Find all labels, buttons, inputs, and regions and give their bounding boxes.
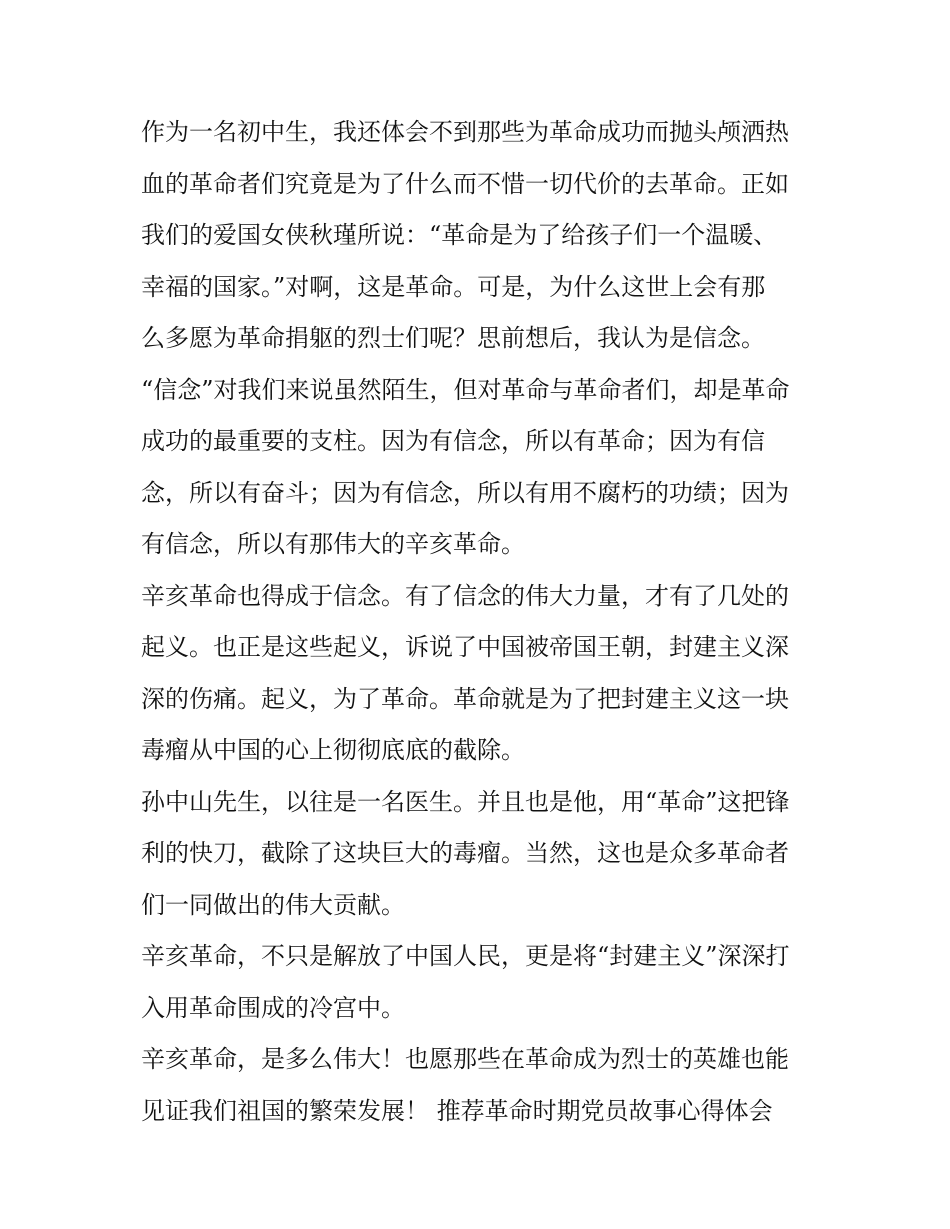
text-line: 幸福的国家。”对啊，这是革命。可是，为什么这世上会有那 (141, 272, 766, 301)
text-line: 血的革命者们究竟是为了什么而不惜一切代价的去革命。正如 (141, 169, 789, 198)
text-line: 辛亥革命，是多么伟大！也愿那些在革命成为烈士的英雄也能 (141, 1045, 789, 1073)
text-line: 深的伤痛。起义，为了革命。革命就是为了把封建主义这一块 (141, 684, 789, 713)
text-line: “信念”对我们来说虽然陌生，但对革命与革命者们，却是革命 (141, 375, 790, 404)
text-line: 有信念，所以有那伟大的辛亥革命。 (141, 530, 525, 558)
text-line: 利的快刀，截除了这块巨大的毒瘤。当然，这也是众多革命者 (141, 839, 789, 867)
text-line: 见证我们祖国的繁荣发展！ 推荐革命时期党员故事心得体会 (141, 1096, 773, 1125)
text-line: 念，所以有奋斗；因为有信念，所以有用不腐朽的功绩；因为 (141, 478, 789, 507)
text-line: 孙中山先生，以往是一名医生。并且也是他，用“革命”这把锋 (141, 787, 790, 816)
text-line: 入用革命围成的冷宫中。 (141, 993, 405, 1022)
text-line: 起义。也正是这些起义，诉说了中国被帝国王朝，封建主义深 (141, 633, 789, 661)
text-line: 我们的爱国女侠秋瑾所说：“革命是为了给孩子们一个温暖、 (141, 221, 778, 249)
body-text (141, 107, 831, 1137)
text-line: 毒瘤从中国的心上彻彻底底的截除。 (141, 736, 525, 764)
text-line: 成功的最重要的支柱。因为有信念，所以有革命；因为有信 (141, 427, 765, 455)
text-line: 辛亥革命，不只是解放了中国人民，更是将“封建主义”深深打 (141, 942, 790, 970)
text-line: 作为一名初中生，我还体会不到那些为革命成功而抛头颅洒热 (141, 118, 789, 146)
text-line: 们一同做出的伟大贡献。 (141, 890, 405, 919)
text-line: 么多愿为革命捐躯的烈士们呢？思前想后，我认为是信念。 (141, 324, 765, 352)
text-line: 辛亥革命也得成于信念。有了信念的伟大力量，才有了几处的 (141, 581, 789, 610)
